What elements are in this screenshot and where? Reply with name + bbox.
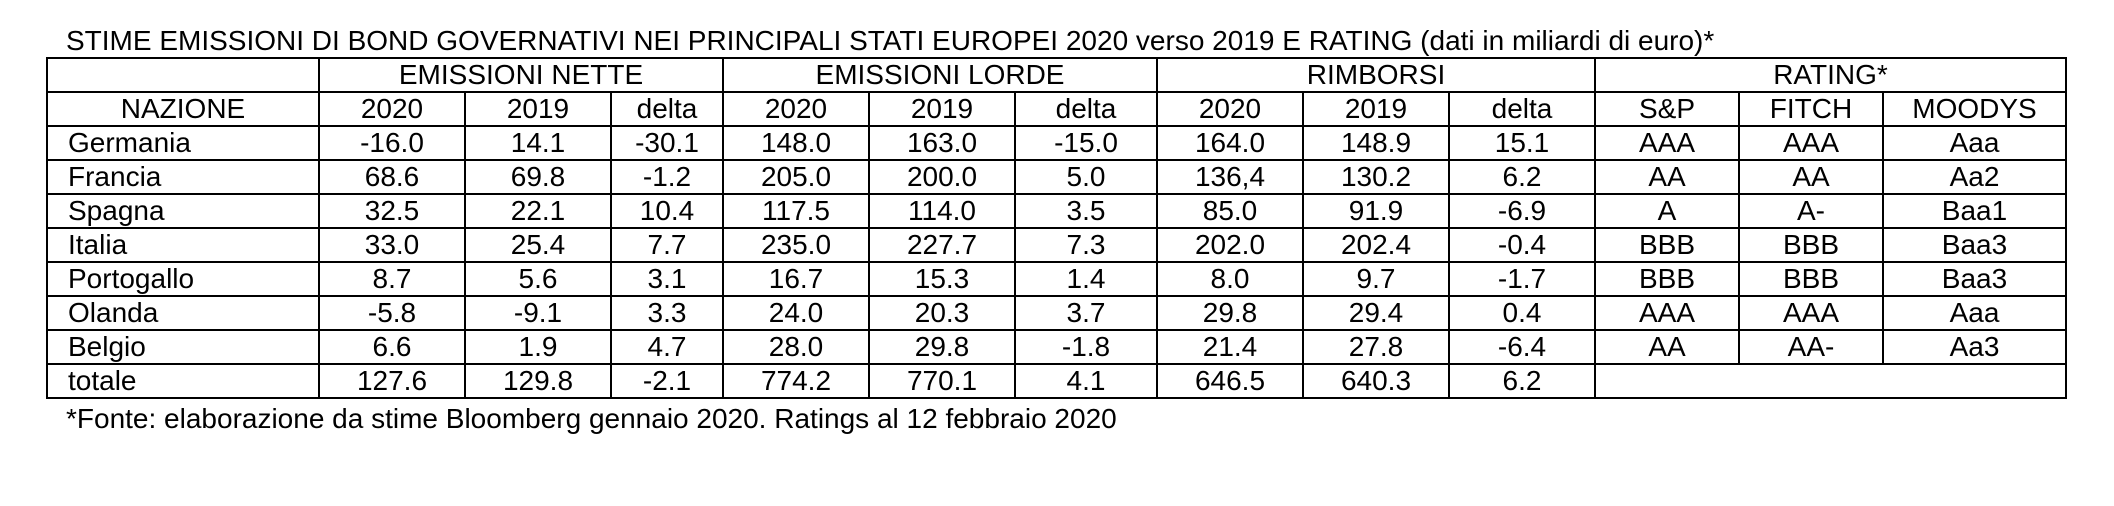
cell-rating-sp: AA [1595, 330, 1739, 364]
table-row-spagna [47, 194, 2066, 228]
cell-nette-2019: 5.6 [465, 262, 611, 296]
cell-rating-sp: BBB [1595, 228, 1739, 262]
row-nazione: Francia [47, 160, 319, 194]
total-lorde-2019: 770.1 [869, 364, 1015, 398]
column-header-nette-delta: delta [611, 92, 723, 126]
cell-nette-delta: 7.7 [611, 228, 723, 262]
cell-lorde-2020: 117.5 [723, 194, 869, 228]
cell-rating-moodys: Baa3 [1883, 228, 2066, 262]
cell-rating-sp: AAA [1595, 296, 1739, 330]
cell-rimborsi-2019: 91.9 [1303, 194, 1449, 228]
cell-lorde-2020: 16.7 [723, 262, 869, 296]
cell-nette-2020: 32.5 [319, 194, 465, 228]
cell-lorde-2019: 114.0 [869, 194, 1015, 228]
cell-nette-2020: -16.0 [319, 126, 465, 160]
cell-nette-delta: 4.7 [611, 330, 723, 364]
column-header-rimborsi-delta: delta [1449, 92, 1595, 126]
cell-nette-2020: -5.8 [319, 296, 465, 330]
group-header-nette: EMISSIONI NETTE [319, 58, 723, 92]
footnote: *Fonte: elaborazione da stime Bloomberg gennaio 2020. Ratings al 12 febbraio 2020 [66, 403, 1117, 434]
cell-rimborsi-2020: 136,4 [1157, 160, 1303, 194]
cell-nette-2019: 69.8 [465, 160, 611, 194]
row-nazione: Belgio [47, 330, 319, 364]
cell-rating-fitch: AA [1739, 160, 1883, 194]
cell-lorde-2019: 20.3 [869, 296, 1015, 330]
table-row-germania [47, 126, 2066, 160]
total-rimborsi-2020: 646.5 [1157, 364, 1303, 398]
cell-rating-fitch: AAA [1739, 296, 1883, 330]
cell-lorde-delta: -1.8 [1015, 330, 1157, 364]
cell-lorde-2020: 28.0 [723, 330, 869, 364]
total-rimborsi-delta: 6.2 [1449, 364, 1595, 398]
cell-rimborsi-2020: 29.8 [1157, 296, 1303, 330]
cell-rimborsi-2020: 202.0 [1157, 228, 1303, 262]
cell-rating-sp: A [1595, 194, 1739, 228]
cell-lorde-delta: 3.7 [1015, 296, 1157, 330]
column-header-nette-2020: 2020 [319, 92, 465, 126]
group-header-rating: RATING* [1595, 58, 2066, 92]
cell-lorde-2020: 205.0 [723, 160, 869, 194]
row-nazione: Portogallo [47, 262, 319, 296]
cell-rating-fitch: BBB [1739, 228, 1883, 262]
total-lorde-2020: 774.2 [723, 364, 869, 398]
column-header-lorde-2019: 2019 [869, 92, 1015, 126]
cell-nette-delta: 3.1 [611, 262, 723, 296]
cell-nette-delta: 10.4 [611, 194, 723, 228]
cell-rating-moodys: Baa1 [1883, 194, 2066, 228]
row-nazione: Italia [47, 228, 319, 262]
column-header-rimborsi-2020: 2020 [1157, 92, 1303, 126]
cell-nette-delta: -1.2 [611, 160, 723, 194]
cell-lorde-delta: 1.4 [1015, 262, 1157, 296]
cell-rating-sp: AAA [1595, 126, 1739, 160]
cell-rating-moodys: Aaa [1883, 126, 2066, 160]
cell-nette-delta: 3.3 [611, 296, 723, 330]
table-row-italia [47, 228, 2066, 262]
column-header-lorde-delta: delta [1015, 92, 1157, 126]
cell-rating-moodys: Aaa [1883, 296, 2066, 330]
cell-nette-2019: 25.4 [465, 228, 611, 262]
cell-rimborsi-2020: 8.0 [1157, 262, 1303, 296]
table-row-francia [47, 160, 2066, 194]
row-nazione: Olanda [47, 296, 319, 330]
cell-rimborsi-2019: 9.7 [1303, 262, 1449, 296]
column-header-row [47, 92, 2066, 126]
total-nette-2019: 129.8 [465, 364, 611, 398]
cell-rimborsi-delta: -0.4 [1449, 228, 1595, 262]
cell-rimborsi-2020: 164.0 [1157, 126, 1303, 160]
cell-rimborsi-delta: -6.9 [1449, 194, 1595, 228]
cell-rimborsi-delta: 0.4 [1449, 296, 1595, 330]
cell-lorde-delta: 5.0 [1015, 160, 1157, 194]
cell-lorde-2020: 148.0 [723, 126, 869, 160]
column-header-sp: S&P [1595, 92, 1739, 126]
table-row-belgio [47, 330, 2066, 364]
table-title: STIME EMISSIONI DI BOND GOVERNATIVI NEI PRINCIPALI STATI EUROPEI 2020 verso 2019 E RATING (dati in miliardi di euro)* [66, 25, 1715, 56]
group-header-rimborsi: RIMBORSI [1157, 58, 1595, 92]
cell-rimborsi-2019: 29.4 [1303, 296, 1449, 330]
table-row-portogallo [47, 262, 2066, 296]
total-rating-empty [1595, 364, 2066, 398]
column-header-moodys: MOODYS [1883, 92, 2066, 126]
cell-rimborsi-2020: 85.0 [1157, 194, 1303, 228]
cell-rimborsi-delta: -6.4 [1449, 330, 1595, 364]
cell-rimborsi-delta: 15.1 [1449, 126, 1595, 160]
cell-rating-moodys: Aa2 [1883, 160, 2066, 194]
group-header-blank [47, 58, 319, 92]
cell-lorde-delta: -15.0 [1015, 126, 1157, 160]
cell-lorde-2019: 227.7 [869, 228, 1015, 262]
cell-lorde-2019: 200.0 [869, 160, 1015, 194]
cell-rimborsi-delta: -1.7 [1449, 262, 1595, 296]
column-header-rimborsi-2019: 2019 [1303, 92, 1449, 126]
cell-rating-fitch: AA- [1739, 330, 1883, 364]
cell-rating-moodys: Aa3 [1883, 330, 2066, 364]
cell-lorde-2019: 29.8 [869, 330, 1015, 364]
total-lorde-delta: 4.1 [1015, 364, 1157, 398]
cell-rating-fitch: BBB [1739, 262, 1883, 296]
total-nette-2020: 127.6 [319, 364, 465, 398]
table-row-totale [47, 364, 2066, 398]
cell-nette-2020: 33.0 [319, 228, 465, 262]
cell-nette-2020: 6.6 [319, 330, 465, 364]
cell-rimborsi-2019: 148.9 [1303, 126, 1449, 160]
cell-lorde-2019: 15.3 [869, 262, 1015, 296]
cell-lorde-2020: 24.0 [723, 296, 869, 330]
column-header-nette-2019: 2019 [465, 92, 611, 126]
group-header-lorde: EMISSIONI LORDE [723, 58, 1157, 92]
cell-nette-delta: -30.1 [611, 126, 723, 160]
cell-lorde-2020: 235.0 [723, 228, 869, 262]
row-nazione: Germania [47, 126, 319, 160]
cell-rimborsi-2019: 27.8 [1303, 330, 1449, 364]
total-rimborsi-2019: 640.3 [1303, 364, 1449, 398]
group-header-row [47, 58, 2066, 92]
cell-nette-2019: 1.9 [465, 330, 611, 364]
cell-lorde-2019: 163.0 [869, 126, 1015, 160]
bond-emissions-table [46, 57, 2067, 399]
cell-nette-2019: 22.1 [465, 194, 611, 228]
cell-lorde-delta: 7.3 [1015, 228, 1157, 262]
row-nazione: Spagna [47, 194, 319, 228]
cell-rimborsi-2019: 202.4 [1303, 228, 1449, 262]
cell-nette-2020: 68.6 [319, 160, 465, 194]
cell-rimborsi-delta: 6.2 [1449, 160, 1595, 194]
cell-nette-2019: -9.1 [465, 296, 611, 330]
cell-nette-2019: 14.1 [465, 126, 611, 160]
cell-rimborsi-2019: 130.2 [1303, 160, 1449, 194]
column-header-fitch: FITCH [1739, 92, 1883, 126]
table-row-olanda [47, 296, 2066, 330]
cell-rimborsi-2020: 21.4 [1157, 330, 1303, 364]
cell-rating-fitch: AAA [1739, 126, 1883, 160]
cell-rating-fitch: A- [1739, 194, 1883, 228]
cell-rating-sp: BBB [1595, 262, 1739, 296]
column-header-lorde-2020: 2020 [723, 92, 869, 126]
column-header-nazione: NAZIONE [47, 92, 319, 126]
cell-rating-sp: AA [1595, 160, 1739, 194]
total-label: totale [47, 364, 319, 398]
cell-lorde-delta: 3.5 [1015, 194, 1157, 228]
cell-rating-moodys: Baa3 [1883, 262, 2066, 296]
total-nette-delta: -2.1 [611, 364, 723, 398]
cell-nette-2020: 8.7 [319, 262, 465, 296]
